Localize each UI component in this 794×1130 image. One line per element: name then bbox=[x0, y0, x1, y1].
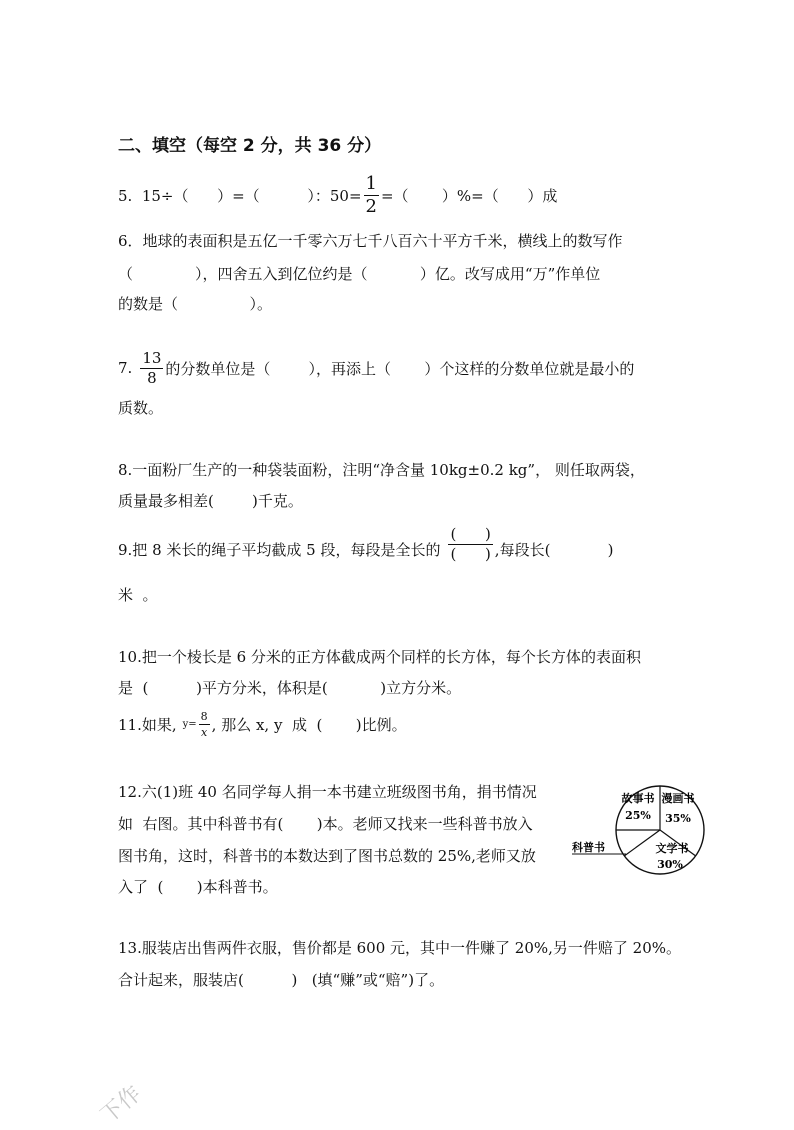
q11-fraction bbox=[199, 711, 210, 738]
pie-slice-label: 科普书 bbox=[572, 841, 605, 854]
watermark: 下作 bbox=[96, 1081, 147, 1129]
q5-frac-den: 2 bbox=[365, 195, 377, 217]
q10-line-1: 10.把一个棱长是 6 分米的正方体截成两个同样的长方体，每个长方体的表面积 bbox=[118, 648, 641, 666]
q9-text-a: 9.把 8 米长的绳子平均截成 5 段，每段是全长的 bbox=[118, 541, 441, 559]
q13-line-1: 13.服装店出售两件衣服，售价都是 600 元，其中一件赚了 20%,另一件赔了 20%。 bbox=[118, 939, 682, 957]
q7-text: 的分数单位是（ ），再添上（ ）个这样的分数单位就是最小的 bbox=[165, 359, 635, 378]
q10-line-2: 是 ( )平方分米，体积是( )立方分米。 bbox=[118, 679, 462, 697]
q5-text-b: =（ ）%=（ ）成 bbox=[380, 186, 558, 205]
q12-line-4: 入了 ( )本科普书。 bbox=[118, 878, 278, 896]
q12-line-1: 12.六(1)班 40 名同学每人捐一本书建立班级图书角，捐书情况 bbox=[118, 783, 537, 801]
q11-text-b: , 那么 x, y 成 ( )比例。 bbox=[211, 715, 407, 734]
q5-fraction bbox=[364, 172, 379, 217]
pie-slice-value: 35% bbox=[665, 812, 691, 825]
question-9 bbox=[118, 522, 614, 562]
pie-slice-label: 漫画书 bbox=[661, 792, 695, 805]
q8-line-1: 8.一面粉厂生产的一种袋装面粉，注明“净含量 10kg±0.2 kg”， 则任取两袋， bbox=[118, 461, 645, 479]
question-7 bbox=[118, 349, 634, 387]
q7-line-2: 质数。 bbox=[118, 399, 164, 417]
q11-frac-num: 8 bbox=[200, 709, 208, 723]
q7-frac-num: 13 bbox=[142, 348, 162, 367]
q11-text-a: 11.如果, bbox=[118, 715, 177, 734]
q7-fraction bbox=[140, 348, 163, 387]
question-11 bbox=[118, 704, 407, 744]
q6-line-1: 6．地球的表面积是五亿一千零六万七千八百六十平方千米，横线上的数写作 bbox=[118, 232, 623, 250]
q5-frac-num: 1 bbox=[365, 172, 377, 194]
q9-frac-num: ( ) bbox=[450, 525, 491, 543]
q9-fraction bbox=[448, 527, 492, 562]
pie-slice-label: 故事书 bbox=[621, 792, 655, 805]
pie-slice-value: 30% bbox=[657, 858, 683, 871]
q7-frac-den: 8 bbox=[147, 368, 157, 387]
q9-line-2: 米 。 bbox=[118, 586, 158, 604]
q9-text-b: ,每段长( ) bbox=[494, 541, 614, 559]
q9-frac-den: ( ) bbox=[450, 545, 491, 563]
q12-line-3: 图书角，这时，科普书的本数达到了图书总数的 25%,老师又放 bbox=[118, 847, 536, 865]
q6-line-3: 的数是（ ）。 bbox=[118, 295, 273, 313]
section-heading: 二、填空（每空 2 分，共 36 分） bbox=[118, 136, 382, 156]
q12-line-2: 如 右图。其中科普书有( )本。老师又找来一些科普书放入 bbox=[118, 815, 533, 833]
q6-line-2: （ ），四舍五入到亿位约是（ ）亿。改写成用“万”作单位 bbox=[118, 265, 601, 283]
q7-number: 7. bbox=[118, 359, 133, 377]
book-pie-chart bbox=[560, 775, 720, 885]
q11-frac-den: x bbox=[201, 725, 208, 739]
q5-text-a: 5. 15÷（ ）=（ ）：50= bbox=[118, 186, 362, 205]
pie-slice-label: 文学书 bbox=[655, 842, 689, 855]
q11-y-label: y= bbox=[182, 718, 197, 730]
q8-line-2: 质量最多相差( )千克。 bbox=[118, 492, 303, 510]
q13-line-2: 合计起来，服装店( ) (填“赚”或“赔”)了。 bbox=[118, 971, 445, 989]
question-5 bbox=[118, 172, 558, 217]
pie-slice-value: 25% bbox=[625, 809, 651, 822]
